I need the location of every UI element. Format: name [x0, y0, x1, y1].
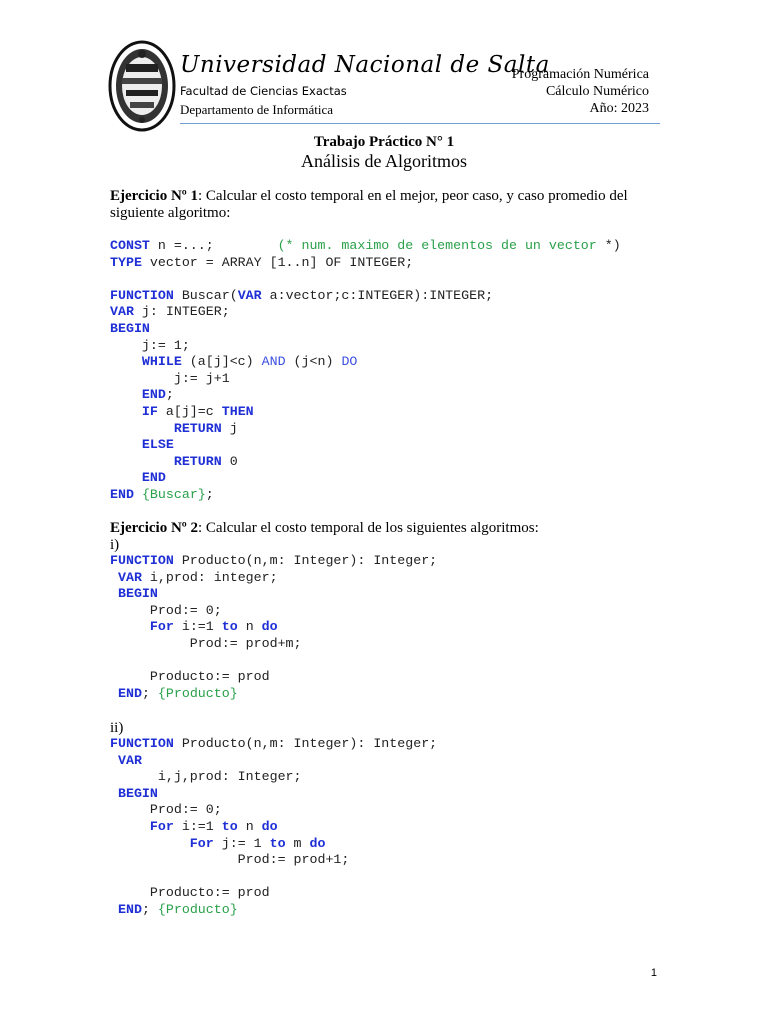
- exercise-2-part-i-code: FUNCTION Producto(n,m: Integer): Integer; VAR i,prod: integer; BEGIN Prod:= 0; For i:=1 to n do Prod:= prod+m; Producto:= prod END; {Producto}: [110, 553, 438, 701]
- code-comment: {Buscar}: [141, 486, 206, 502]
- code-keyword: do: [261, 619, 278, 635]
- university-name-logotype: Universidad Nacional de Salta: [180, 52, 550, 78]
- code-text: j:= 1: [213, 835, 270, 851]
- code-text: (j<n): [285, 354, 342, 370]
- code-text: a[j]=c: [157, 403, 222, 419]
- code-text: Prod:= 0;: [110, 802, 222, 818]
- code-text: i,prod: integer;: [141, 569, 278, 585]
- code-keyword: BEGIN: [117, 586, 158, 602]
- code-keyword: END: [117, 901, 142, 917]
- code-keyword: VAR: [110, 304, 134, 320]
- code-keyword: VAR: [117, 752, 142, 768]
- document-subtitle: Análisis de Algoritmos: [301, 151, 467, 171]
- code-keyword: END: [117, 685, 142, 701]
- exercise-1-code: CONST n =...; (* num. maximo de elementos de un vector *) TYPE vector = ARRAY [1..n] OF INTEGER; FUNCTION Buscar(VAR a:vector;c:INTEGER):INTEGER; VAR j: INTEGER; BEGIN j:= 1; WHILE (a[j]<c) AND (j<n) DO j:= j+1 END; IF a[j]=c THEN RETURN j ELSE RETURN 0 END END {Buscar};: [110, 238, 621, 502]
- code-keyword: END: [110, 486, 134, 502]
- code-text: n: [237, 619, 262, 635]
- header-rule: [180, 123, 660, 124]
- code-text: *): [604, 238, 621, 253]
- code-text: Producto:= prod: [110, 885, 270, 901]
- code-keyword: END: [141, 470, 166, 486]
- code-keyword: RETURN: [173, 420, 222, 436]
- code-text: n: [237, 818, 262, 834]
- code-text: i:=1: [173, 818, 222, 834]
- code-keyword: AND: [261, 354, 286, 370]
- code-text: n =...;: [149, 238, 278, 253]
- code-keyword: to: [221, 818, 238, 834]
- page-number: 1: [650, 967, 657, 979]
- code-keyword: to: [269, 835, 286, 851]
- code-text: 0: [221, 453, 238, 469]
- subject-name: Cálculo Numérico: [545, 84, 649, 99]
- code-keyword: END: [141, 387, 166, 403]
- code-text: (a[j]<c): [181, 354, 262, 370]
- code-keyword: For: [189, 835, 214, 851]
- code-text: Buscar(: [173, 287, 238, 303]
- code-keyword: WHILE: [141, 354, 182, 370]
- code-keyword: TYPE: [110, 254, 142, 270]
- code-keyword: IF: [141, 403, 158, 419]
- university-seal-logo: [108, 40, 176, 132]
- code-keyword: DO: [341, 354, 358, 370]
- code-keyword: BEGIN: [117, 785, 158, 801]
- code-comment: {Producto}: [157, 901, 238, 917]
- code-keyword: to: [221, 619, 238, 635]
- code-text: j: INTEGER;: [133, 304, 230, 320]
- code-text: j:= j+1: [110, 370, 230, 386]
- code-text: vector = ARRAY [1..n] OF INTEGER;: [141, 254, 414, 270]
- exercise-2-part-i-label: i): [110, 537, 120, 553]
- year-label: Año: 2023: [589, 101, 649, 116]
- exercise-2-part-ii-code: FUNCTION Producto(n,m: Integer): Integer; VAR i,j,prod: Integer; BEGIN Prod:= 0; For i:=1 to n do For j:= 1 to m do Prod:= prod+1; Producto:= prod END; {Producto}: [110, 736, 438, 917]
- exercise-2-part-ii-label: ii): [110, 720, 124, 736]
- code-keyword: BEGIN: [110, 320, 150, 336]
- code-text: Prod:= prod+1;: [110, 852, 350, 868]
- exercise-2-label: Ejercicio Nº 2: [110, 520, 198, 536]
- exercise-1-statement: [110, 188, 660, 222]
- exercise-1-label: Ejercicio Nº 1: [110, 188, 198, 204]
- code-text: Producto(n,m: Integer): Integer;: [173, 736, 438, 751]
- code-keyword: FUNCTION: [110, 553, 174, 568]
- document-title: Trabajo Práctico N° 1: [313, 134, 455, 150]
- code-keyword: FUNCTION: [110, 287, 174, 303]
- faculty-name: Facultad de Ciencias Exactas: [180, 84, 347, 98]
- exercise-2-statement: [110, 520, 660, 537]
- course-info: [512, 66, 649, 117]
- code-text: j:= 1;: [110, 337, 190, 353]
- code-keyword: For: [149, 619, 174, 635]
- code-keyword: VAR: [117, 569, 142, 585]
- code-keyword: ELSE: [141, 437, 174, 453]
- exercise-2-text: : Calcular el costo temporal de los siguientes algoritmos:: [197, 520, 539, 536]
- code-text: Producto:= prod: [110, 669, 270, 685]
- course-name: Programación Numérica: [511, 67, 649, 82]
- code-keyword: CONST: [110, 238, 150, 253]
- department-name: Departamento de Informática: [180, 102, 334, 117]
- code-keyword: do: [309, 835, 326, 851]
- code-text: Producto(n,m: Integer): Integer;: [173, 553, 438, 568]
- code-keyword: do: [261, 818, 278, 834]
- code-text: j: [221, 420, 238, 436]
- code-text: i:=1: [173, 619, 222, 635]
- code-text: Prod:= prod+m;: [110, 635, 302, 651]
- exercise-1-text: : Calcular el costo temporal en el mejor, peor caso, y caso promedio del siguiente algoritmo:: [110, 188, 628, 221]
- code-text: m: [285, 835, 310, 851]
- code-keyword: VAR: [237, 287, 262, 303]
- code-keyword: RETURN: [173, 453, 222, 469]
- code-keyword: FUNCTION: [110, 736, 174, 751]
- code-keyword: For: [149, 818, 174, 834]
- code-text: a:vector;c:INTEGER):INTEGER;: [261, 287, 494, 303]
- code-keyword: THEN: [221, 403, 254, 419]
- code-comment: {Producto}: [157, 685, 238, 701]
- code-comment: (* num. maximo de elementos de un vector: [277, 238, 605, 253]
- code-text: i,j,prod: Integer;: [110, 769, 302, 785]
- code-text: Prod:= 0;: [110, 602, 222, 618]
